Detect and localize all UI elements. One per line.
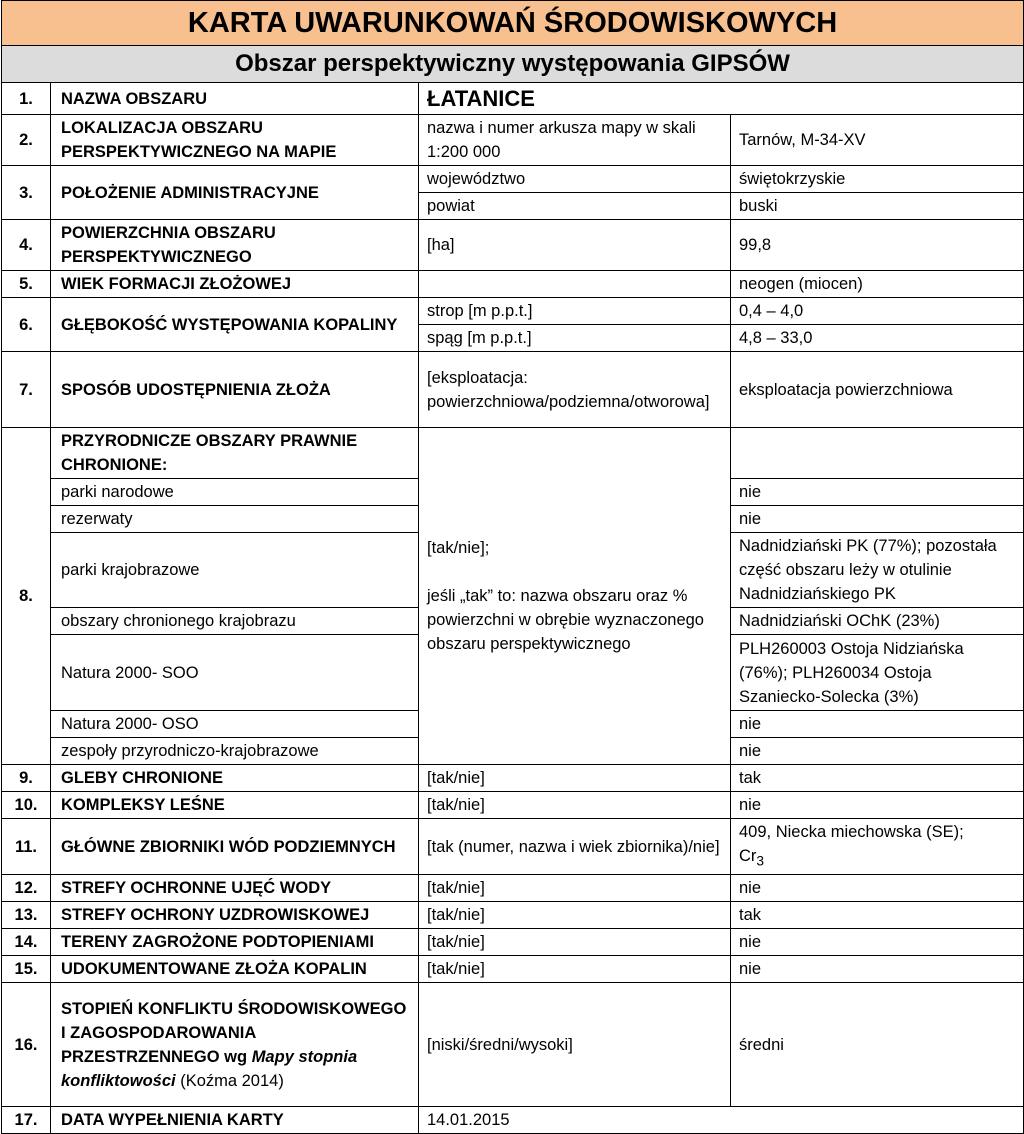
row-number: 11.	[2, 819, 51, 875]
row-param: strop [m p.p.t.]	[419, 298, 731, 325]
row-number: 17.	[2, 1107, 51, 1134]
table-row	[2, 166, 1024, 193]
conflict-label: STOPIEŃ KONFLIKTU ŚRODOWISKOWEGO I ZAGOSPODAROWANIA PRZESTRZENNEGO wg	[61, 999, 407, 1066]
table-row	[2, 929, 1024, 956]
row-number: 3.	[2, 166, 51, 220]
row-label: POŁOŻENIE ADMINISTRACYJNE	[51, 166, 419, 220]
aquifer-age	[739, 844, 1015, 873]
table-row	[2, 115, 1024, 166]
row-value: średni	[731, 983, 1024, 1107]
row-label: SPOSÓB UDOSTĘPNIENIA ZŁOŻA	[51, 352, 419, 428]
row-value: nie	[731, 875, 1024, 902]
row-value: nie	[731, 711, 1024, 738]
row-param	[419, 428, 731, 765]
row-number: 6.	[2, 298, 51, 352]
card-subtitle: Obszar perspektywiczny występowania GIPSÓW	[2, 46, 1024, 83]
table-row	[2, 956, 1024, 983]
row-number: 14.	[2, 929, 51, 956]
table-row	[2, 765, 1024, 792]
row-param: [niski/średni/wysoki]	[419, 983, 731, 1107]
row-label: TERENY ZAGROŻONE PODTOPIENIAMI	[51, 929, 419, 956]
row-number: 7.	[2, 352, 51, 428]
aquifer-name: 409, Niecka miechowska (SE);	[739, 823, 964, 841]
table-row	[2, 83, 1024, 115]
row-param: [tak/nie]	[419, 765, 731, 792]
row-value: 0,4 – 4,0	[731, 298, 1024, 325]
row-label: POWIERZCHNIA OBSZARU PERSPEKTYWICZNEGO	[51, 220, 419, 271]
row-label: KOMPLEKSY LEŚNE	[51, 792, 419, 819]
row-number: 13.	[2, 902, 51, 929]
row-value: 4,8 – 33,0	[731, 325, 1024, 352]
row-label: UDOKUMENTOWANE ZŁOŻA KOPALIN	[51, 956, 419, 983]
conflict-label-map: Mapy stopnia konfliktowości	[61, 1047, 358, 1090]
row-value: nie	[731, 929, 1024, 956]
row-sublabel: Natura 2000- OSO	[51, 711, 419, 738]
row-number: 10.	[2, 792, 51, 819]
row-param: [tak/nie]	[419, 929, 731, 956]
row-param: [tak/nie]	[419, 792, 731, 819]
row-param: województwo	[419, 166, 731, 193]
row-number: 9.	[2, 765, 51, 792]
row-param: [ha]	[419, 220, 731, 271]
aquifer-age-symbol: Cr	[739, 847, 757, 865]
table-row	[2, 819, 1024, 875]
row-value: nie	[731, 792, 1024, 819]
row-label: PRZYRODNICZE OBSZARY PRAWNIE CHRONIONE:	[51, 428, 419, 479]
table-row	[2, 1107, 1024, 1134]
row-sublabel: parki narodowe	[51, 479, 419, 506]
row-label: NAZWA OBSZARU	[51, 83, 419, 115]
row-param	[419, 271, 731, 298]
row-value: nie	[731, 956, 1024, 983]
row-param: [eksploatacja: powierzchniowa/podziemna/otworowa]	[419, 352, 731, 428]
row-param: [tak/nie]	[419, 956, 731, 983]
row-value: 99,8	[731, 220, 1024, 271]
row-sublabel: zespoły przyrodniczo-krajobrazowe	[51, 738, 419, 765]
row-number: 8.	[2, 428, 51, 765]
aquifer-age-index: 3	[756, 853, 765, 869]
row-value: świętokrzyskie	[731, 166, 1024, 193]
table-row	[2, 298, 1024, 325]
row-label: GŁÓWNE ZBIORNIKI WÓD PODZIEMNYCH	[51, 819, 419, 875]
row-number: 4.	[2, 220, 51, 271]
table-row	[2, 902, 1024, 929]
row-value: eksploatacja powierzchniowa	[731, 352, 1024, 428]
row-number: 16.	[2, 983, 51, 1107]
row-sublabel: parki krajobrazowe	[51, 533, 419, 608]
row-value: Nadnidziański OChK (23%)	[731, 608, 1024, 635]
row-value: neogen (miocen)	[731, 271, 1024, 298]
row-value: nie	[731, 738, 1024, 765]
row-value	[731, 819, 1024, 875]
row-value	[731, 428, 1024, 479]
row-param: [tak (numer, nazwa i wiek zbiornika)/nie]	[419, 819, 731, 875]
row-param: [tak/nie]	[419, 875, 731, 902]
row-number: 5.	[2, 271, 51, 298]
row-label: LOKALIZACJA OBSZARU PERSPEKTYWICZNEGO NA MAPIE	[51, 115, 419, 166]
protected-param-yesno: [tak/nie];	[427, 539, 490, 557]
row-sublabel: Natura 2000- SOO	[51, 635, 419, 711]
row-value: Nadnidziański PK (77%); pozostała część obszaru leży w otulinie Nadnidziańskiego PK	[731, 533, 1024, 608]
row-value: tak	[731, 765, 1024, 792]
row-value: Tarnów, M-34-XV	[731, 115, 1024, 166]
row-number: 2.	[2, 115, 51, 166]
row-label: GLEBY CHRONIONE	[51, 765, 419, 792]
row-value: nie	[731, 479, 1024, 506]
row-param: [tak/nie]	[419, 902, 731, 929]
row-number: 1.	[2, 83, 51, 115]
row-value: nie	[731, 506, 1024, 533]
row-label: DATA WYPEŁNIENIA KARTY	[51, 1107, 419, 1134]
protected-param-note: jeśli „tak” to: nazwa obszaru oraz % powierzchni w obrębie wyznaczonego obszaru perspektywicznego	[427, 587, 704, 653]
row-label: GŁĘBOKOŚĆ WYSTĘPOWANIA KOPALINY	[51, 298, 419, 352]
row-param: powiat	[419, 193, 731, 220]
row-value: PLH260003 Ostoja Nidziańska (76%); PLH260034 Ostoja Szaniecko-Solecka (3%)	[731, 635, 1024, 711]
row-param: spąg [m p.p.t.]	[419, 325, 731, 352]
table-row	[2, 983, 1024, 1107]
row-label: STREFY OCHRONNE UJĘĆ WODY	[51, 875, 419, 902]
row-label: STREFY OCHRONY UZDROWISKOWEJ	[51, 902, 419, 929]
row-label: WIEK FORMACJI ZŁOŻOWEJ	[51, 271, 419, 298]
table-row	[2, 792, 1024, 819]
table-row	[2, 875, 1024, 902]
row-sublabel: rezerwaty	[51, 506, 419, 533]
area-name: ŁATANICE	[419, 83, 1024, 115]
table-row	[2, 428, 1024, 479]
row-number: 15.	[2, 956, 51, 983]
card-title: KARTA UWARUNKOWAŃ ŚRODOWISKOWYCH	[2, 1, 1024, 46]
row-param: nazwa i numer arkusza mapy w skali 1:200 000	[419, 115, 731, 166]
fill-date: 14.01.2015	[419, 1107, 1024, 1134]
row-number: 12.	[2, 875, 51, 902]
row-value: tak	[731, 902, 1024, 929]
table-row	[2, 220, 1024, 271]
environmental-card-table	[1, 0, 1024, 1134]
conflict-label-source: (Koźma 2014)	[180, 1071, 284, 1090]
row-value: buski	[731, 193, 1024, 220]
table-row	[2, 352, 1024, 428]
table-row	[2, 271, 1024, 298]
row-label	[51, 983, 419, 1107]
row-sublabel: obszary chronionego krajobrazu	[51, 608, 419, 635]
